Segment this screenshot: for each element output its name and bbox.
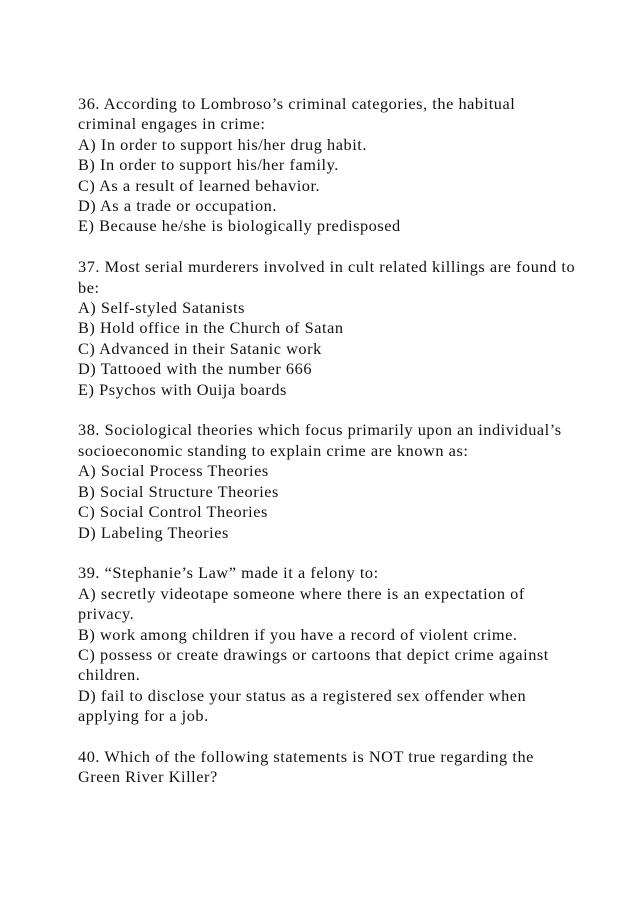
answer-option-b: B) Social Structure Theories	[78, 481, 279, 501]
answer-option-a: A) secretly videotape someone where there is an expectation of privacy.	[78, 583, 525, 624]
answer-option-a: A) In order to support his/her drug habit.	[78, 134, 367, 154]
answer-option-c: C) Social Control Theories	[78, 502, 268, 522]
answer-option-b: B) Hold office in the Church of Satan	[78, 318, 344, 338]
question-text: 40. Which of the following statements is NOT true regarding the Green River Killer?	[78, 746, 534, 787]
answer-option-c: C) Advanced in their Satanic work	[78, 338, 322, 358]
question-39	[78, 563, 578, 726]
answer-option-d: D) As a trade or occupation.	[78, 196, 277, 216]
answer-option-d: D) fail to disclose your status as a registered sex offender when applying for a job.	[78, 685, 527, 726]
answer-option-a: A) Social Process Theories	[78, 461, 269, 481]
answer-option-d: D) Tattooed with the number 666	[78, 359, 313, 379]
answer-option-e: E) Psychos with Ouija boards	[78, 379, 287, 399]
question-36	[78, 94, 578, 237]
question-text: 38. Sociological theories which focus primarily upon an individual’s socioeconomic standing to explain crime are known as:	[78, 420, 562, 460]
question-37	[78, 257, 578, 400]
answer-option-a: A) Self-styled Satanists	[78, 298, 245, 318]
answer-option-e: E) Because he/she is biologically predisposed	[78, 216, 401, 236]
question-list	[78, 94, 578, 808]
answer-option-b: B) work among children if you have a record of violent crime.	[78, 624, 518, 644]
question-text: 39. “Stephanie’s Law” made it a felony to:	[78, 563, 379, 583]
question-38	[78, 420, 578, 542]
answer-option-b: B) In order to support his/her family.	[78, 155, 339, 175]
question-40	[78, 747, 578, 788]
answer-option-d: D) Labeling Theories	[78, 522, 229, 542]
question-text: 36. According to Lombroso’s criminal categories, the habitual criminal engages in crime:	[78, 94, 516, 134]
question-text: 37. Most serial murderers involved in cult related killings are found to be:	[78, 257, 576, 297]
answer-option-c: C) As a result of learned behavior.	[78, 175, 321, 195]
answer-option-c: C) possess or create drawings or cartoons that depict crime against children.	[78, 644, 549, 685]
